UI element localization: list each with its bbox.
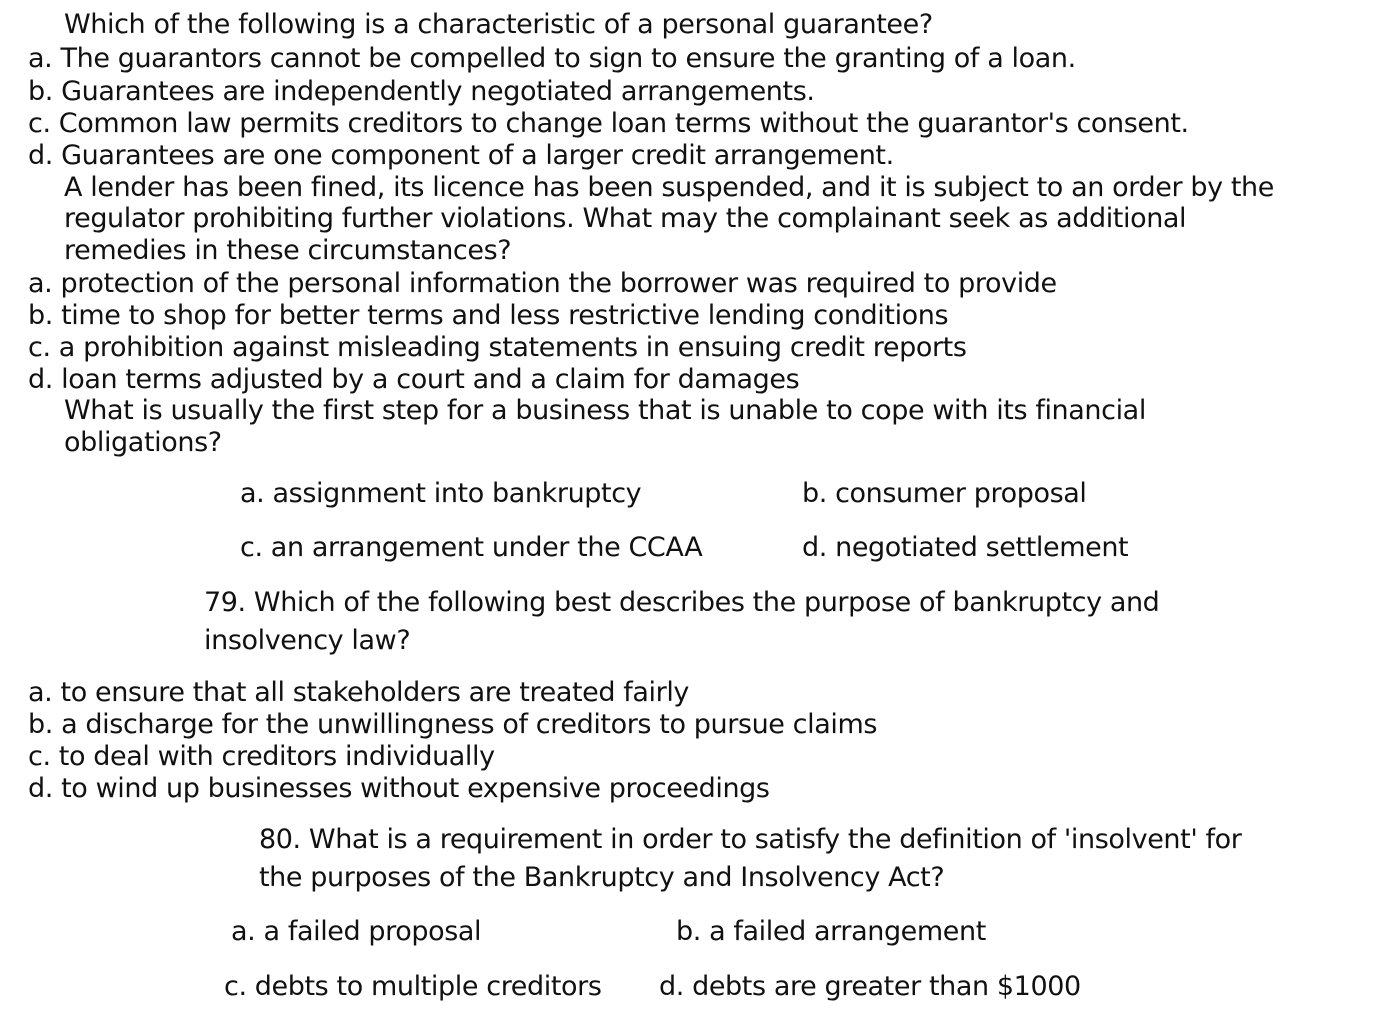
question-2-option-c: c. a prohibition against misleading statements in ensuing credit reports xyxy=(28,332,967,363)
question-1-option-b: b. Guarantees are independently negotiated arrangements. xyxy=(28,76,815,107)
question-1-text: Which of the following is a characteristic of a personal guarantee? xyxy=(64,9,933,40)
question-2-text-line: remedies in these circumstances? xyxy=(64,235,512,266)
question-80-text-line: the purposes of the Bankruptcy and Insolvency Act? xyxy=(259,862,945,893)
question-2-text-line: A lender has been fined, its licence has been suspended, and it is subject to an order by the xyxy=(64,172,1274,203)
question-80-option-b: b. a failed arrangement xyxy=(676,916,986,947)
question-3-option-c: c. an arrangement under the CCAA xyxy=(240,532,703,563)
question-2-option-a: a. protection of the personal information the borrower was required to provide xyxy=(28,268,1057,299)
question-3-option-a: a. assignment into bankruptcy xyxy=(240,478,642,509)
question-1-option-a: a. The guarantors cannot be compelled to sign to ensure the granting of a loan. xyxy=(28,43,1076,74)
question-1-option-d: d. Guarantees are one component of a larger credit arrangement. xyxy=(28,140,894,171)
question-3-text-line: What is usually the first step for a business that is unable to cope with its financial xyxy=(64,395,1146,426)
question-3-option-d: d. negotiated settlement xyxy=(802,532,1129,563)
question-3-option-b: b. consumer proposal xyxy=(802,478,1087,509)
question-80-option-c: c. debts to multiple creditors xyxy=(224,971,602,1002)
question-1-option-c: c. Common law permits creditors to change loan terms without the guarantor's consent. xyxy=(28,108,1189,139)
question-79-option-d: d. to wind up businesses without expensive proceedings xyxy=(28,773,770,804)
question-80-option-a: a. a failed proposal xyxy=(231,916,482,947)
question-2-text-line: regulator prohibiting further violations. What may the complainant seek as additional xyxy=(64,203,1187,234)
question-2-option-d: d. loan terms adjusted by a court and a claim for damages xyxy=(28,364,800,395)
question-79-text-line: 79. Which of the following best describes the purpose of bankruptcy and xyxy=(204,587,1160,618)
question-79-option-c: c. to deal with creditors individually xyxy=(28,741,495,772)
question-80-text-line: 80. What is a requirement in order to satisfy the definition of 'insolvent' for xyxy=(259,824,1242,855)
question-3-text-line: obligations? xyxy=(64,427,222,458)
question-79-option-b: b. a discharge for the unwillingness of creditors to pursue claims xyxy=(28,709,878,740)
question-79-option-a: a. to ensure that all stakeholders are treated fairly xyxy=(28,677,690,708)
question-2-option-b: b. time to shop for better terms and less restrictive lending conditions xyxy=(28,300,949,331)
question-80-option-d: d. debts are greater than $1000 xyxy=(659,971,1081,1002)
question-79-text-line: insolvency law? xyxy=(204,625,411,656)
